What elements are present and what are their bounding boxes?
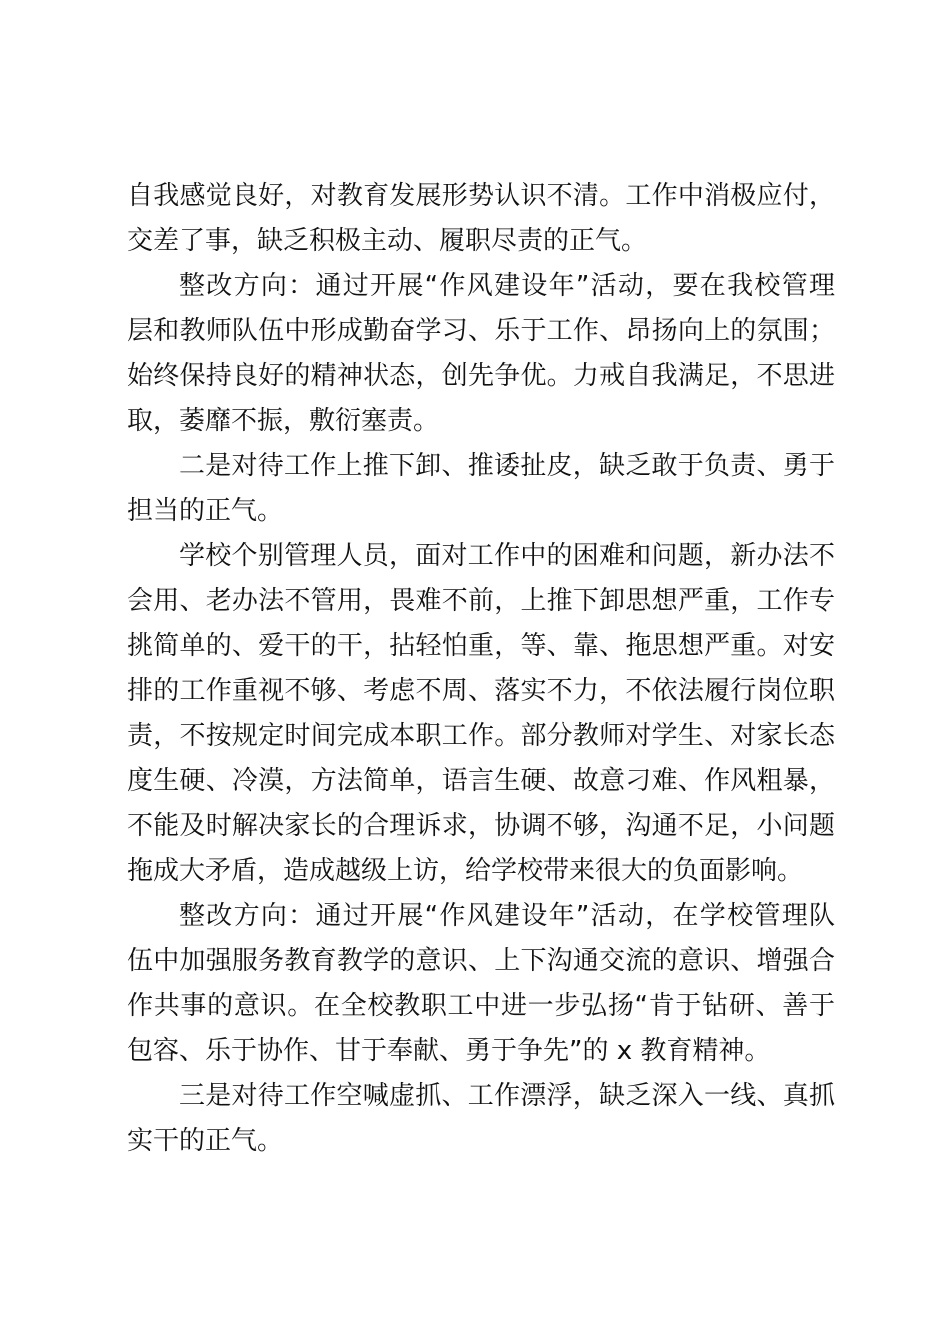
text-line: 包容、乐于协作、甘于奉献、勇于争先”的 x 教育精神。 [127,1036,771,1066]
text-line: 整改方向：通过开展“作风建设年”活动，在学校管理队 [179,901,835,931]
text-line: 整改方向：通过开展“作风建设年”活动，要在我校管理 [179,271,835,301]
text-line: 担当的正气。 [127,496,284,526]
text-line: 度生硬、冷漠，方法简单，语言生硬、故意刁难、作风粗暴， [127,766,835,796]
text-line: 二是对待工作上推下卸、推诿扯皮，缺乏敢于负责、勇于 [179,451,835,481]
text-line: 拖成大矛盾，造成越级上访，给学校带来很大的负面影响。 [127,856,804,886]
text-line: 责，不按规定时间完成本职工作。部分教师对学生、对家长态 [127,721,835,751]
text-line: 伍中加强服务教育教学的意识、上下沟通交流的意识、增强合 [127,946,835,976]
text-line: 始终保持良好的精神状态，创先争优。力戒自我满足，不思进 [127,361,835,391]
text-line: 三是对待工作空喊虚抓、工作漂浮，缺乏深入一线、真抓 [179,1081,835,1111]
text-line: 不能及时解决家长的合理诉求，协调不够，沟通不足，小问题 [127,811,835,841]
text-line: 自我感觉良好，对教育发展形势认识不清。工作中消极应付， [127,181,835,211]
text-line: 层和教师队伍中形成勤奋学习、乐于工作、昂扬向上的氛围； [127,316,835,346]
document-body [127,174,835,1164]
text-line: 挑简单的、爱干的干，拈轻怕重，等、靠、拖思想严重。对安 [127,631,835,661]
text-line: 会用、老办法不管用，畏难不前，上推下卸思想严重，工作专 [127,586,835,616]
text-line: 取，萎靡不振，敷衍塞责。 [127,406,440,436]
text-line: 实干的正气。 [127,1126,284,1156]
text-line: 交差了事，缺乏积极主动、履职尽责的正气。 [127,226,648,256]
text-line: 学校个别管理人员，面对工作中的困难和问题，新办法不 [179,541,835,571]
text-line: 作共事的意识。在全校教职工中进一步弘扬“肯于钻研、善于 [127,991,835,1021]
text-line: 排的工作重视不够、考虑不周、落实不力，不依法履行岗位职 [127,676,835,706]
